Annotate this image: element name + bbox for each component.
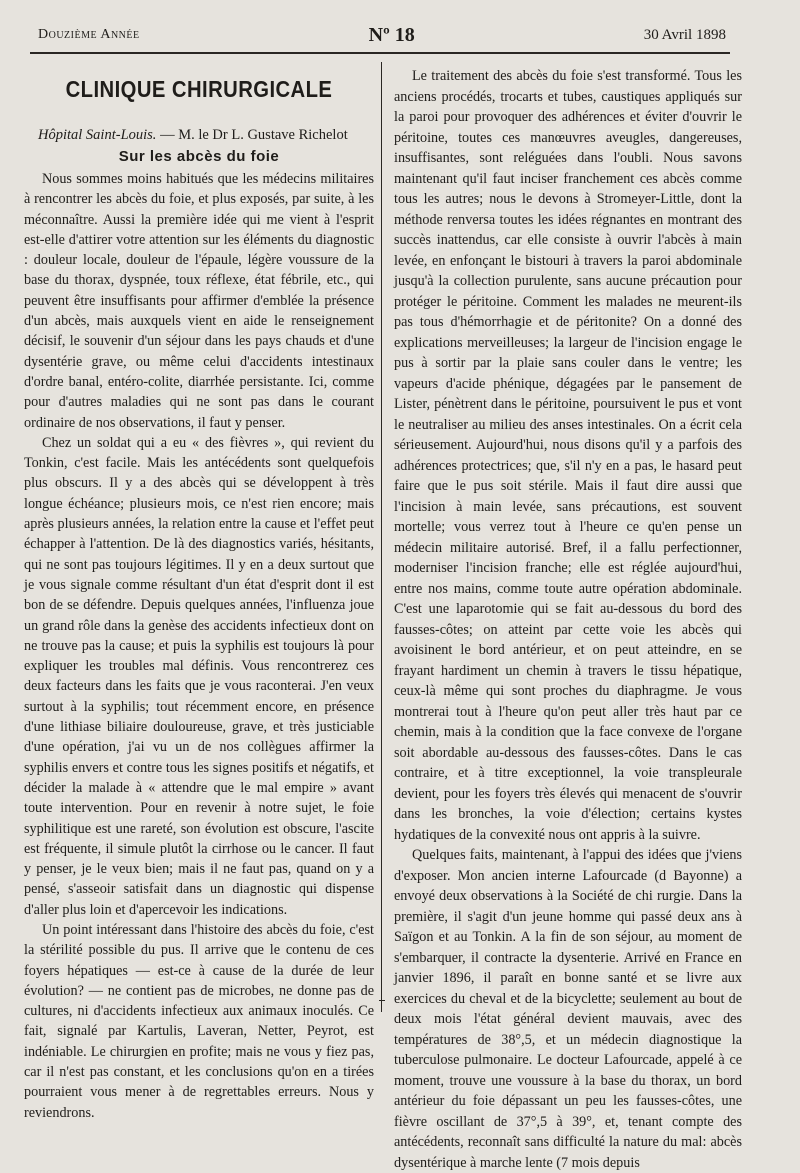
- running-head-issue-number: Nº 18: [368, 23, 415, 46]
- paragraph: Un point intéressant dans l'histoire des abcès du foie, c'est la stérilité possible du pus. Il arrive que le contenu de ces foyers hépatiques — est-ce à cause de la durée de leur évolution? — ne contient pas de microbes, ne donne pas de cultures, ni d'accidents infectieux aux animaux inoculés. Ce fait, signalé par Kartulis, Laveran, Netter, Peyrot, est indéniable. Le chirurgien en profite; mais ne vous y fiez pas, car il n'est pas constant, et les conclusions qu'on en a tirées pourraient vous mener à de regrettables erreurs. Nous y reviendrons.: [24, 921, 374, 1121]
- left-column: [24, 66, 374, 1121]
- column-divider-end: [379, 1000, 385, 1001]
- paragraph: Nous sommes moins habitués que les médecins militaires à rencontrer les abcès du foie, et plus exposés, par suite, à les méconnaître. Aussi la première idée qui me vient à l'esprit est-elle d'attirer votre attention sur les éléments du diagnostic : douleur locale, douleur de l'épaule, légère voussure de la base du thorax, dyspnée, toux réflexe, état fébrile, etc., qui peuvent être insuffisants pour affirmer d'emblée la présence d'un abcès, mais auxquels vient en aide le renseignement décisif, le souvenir d'un séjour dans les pays chauds et d'une dysentérie grave, ou même celui d'accidents intestinaux d'ordre banal, entéro-colite, diarrhée persistante. Ici, comme pour d'autres maladies qui ne sont pas dans le courant ordinaire de nos observations, il faut y penser.: [24, 171, 374, 431]
- byline-place: Hôpital Saint-Louis.: [38, 127, 157, 143]
- byline: [24, 125, 374, 146]
- byline-author: — M. le Dr L. Gustave Richelot: [156, 127, 348, 143]
- paragraph: Chez un soldat qui a eu « des fièvres », qui revient du Tonkin, c'est facile. Mais les antécédents sont quelquefois plus obscurs. Il y a des abcès qui se développent à très longue échéance; plusieurs mois, ce n'est rien encore; mais après plusieurs années, la relation entre la cause et l'effet peut échapper à l'attention. De là des diagnostics variés, hésitants, qui ne sont pas toujours légitimes. Il y en a deux surtout que je vous signale comme résultant d'un état d'esprit dont il est bon de se défendre. Depuis quelques années, l'influenza joue un grand rôle dans la genèse des accidents infectieux dont on ne trouve pas la cause; et puis la syphilis est toujours là pour expliquer les troubles mal définis. Vous rencontrerez ces deux facteurs dans les faits que je vous raconterai. J'en veux surtout à la syphilis; tout récemment encore, en présence d'une lithiase biliaire douloureuse, grave, et très justiciable d'une opération, j'ai vu un de nos collègues affirmer la syphilis envers et contre tous les signes positifs et négatifs, et décider la malade à « attendre que le mal empire » avant toute intervention. Pour en revenir à notre sujet, le foie syphilitique est une rareté, son évolution est obscure, l'ascite est fréquente, il simule plutôt la cirrhose ou le cancer. Il faut y penser, je le veux bien; mais il ne faut pas, quand on y a pensé, s'asseoir satisfait dans un diagnostic qui dispense d'aller plus loin et d'apercevoir les indications.: [24, 434, 374, 918]
- header-rule: [30, 52, 730, 54]
- section-title: CLINIQUE CHIRURGICALE: [65, 76, 333, 102]
- running-head: [38, 22, 726, 48]
- column-divider: [381, 62, 382, 1012]
- article-subtitle: Sur les abcès du foie: [118, 148, 280, 165]
- paragraph: Le traitement des abcès du foie s'est transformé. Tous les anciens procédés, trocarts et tubes, caustiques appliqués sur la paroi pour provoquer des adhérences et éviter d'ouvrir le péritoine, toutes ces manœuvres aveugles, dangereuses, insuffisantes, sont reléguées dans l'oubli. Nous savons maintenant qu'il faut inciser franchement ces abcès comme tous les autres; nous le devons à Stromeyer-Little, dont la méthode renversa toutes les idées régnantes en montrant des succès inattendus, car elle consiste à ouvrir l'abcès à main levée, en enfonçant le bistouri à travers la paroi abdominale jusqu'à la collection purulente, sans aucune précaution pour protéger le péritoine. Comment les malades ne meurent-ils pas tous d'hémorrhagie et de péritonite? On a donné des explications merveilleuses; la largeur de l'incision engage le pus à sortir par la plaie sans couler dans le ventre; les vapeurs d'acide phénique, dégagées par le pansement de Lister, pénètrent dans le péritoine, poursuivent le pus et vont le neutraliser au milieu des anses intestinales. On a écrit cela sérieusement. Aujourd'hui, nous disons qu'il y a parfois des adhérences protectrices; que, s'il n'y en a pas, le hasard peut faire que le pus soit stérile. Mais il faut dire aussi que l'incision à main levée, sans précautions, est souvent mortelle; vous verrez tout à l'heure ce qu'en pense un médecin militaire autorisé. Bref, il a fallu perfectionner, moderniser l'incision franche; elle est réglée aujourd'hui, entre nos mains, comme toute autre opération abdominale. C'est une laparotomie qui se fait au-dessous du bord des fausses-côtes; on atteint par cette voie les abcès qui avoisinent le bord antérieur, et on peut atteindre, en se frayant hardiment un chemin à travers le tissu hépatique, ceux-là même qui sont proches du diaphragme. Je vous montrerai tout à l'heure qu'on peut aller très haut par ce chemin, mais à la condition que la face convexe de l'organe soit abordable au-dessous des fausses-côtes. Dans le cas contraire, et à titre exceptionnel, la voie transpleurale devient, pour les foyers très élevés qui menacent de s'ouvrir dans les bronches, la voie d'élection; certains kystes hydatiques de la convexité nous ont appris à la suivre.: [394, 68, 742, 843]
- running-head-date: 30 Avril 1898: [643, 26, 726, 43]
- paragraph: Quelques faits, maintenant, à l'appui des idées que j'viens d'exposer. Mon ancien interne Lafourcade (d Bayonne) a envoyé deux observations à la Société de chi rurgie. Dans la première, il s'agit d'un jeune homme qui passé deux ans à Saïgon et au Tonkin. A la fin de son séjour, au moment de s'embarquer, il contracte la dysenterie. Arrivé en France en janvier 1896, il paraît en bonne santé et se livre aux exercices du cheval et de la bicyclette; seulement au bout de deux mois l'état général devient mauvais, avec des températures de 38°,5, et un médecin diagnostique la tuberculose pulmonaire. Le docteur Lafourcade, appelé à ce moment, trouve une voussure à la base du thorax, un bord antérieur du foie dépassant un peu les fausses-côtes, une fièvre oscillant de 37°,5 à 39°, et, tenant compte des antécédents, reconnaît sans difficulté la nature du mal: abcès dysentérique à marche lente (7 mois depuis: [394, 847, 742, 1171]
- right-column: [394, 66, 742, 1171]
- running-head-year: Douzième Année: [38, 27, 140, 42]
